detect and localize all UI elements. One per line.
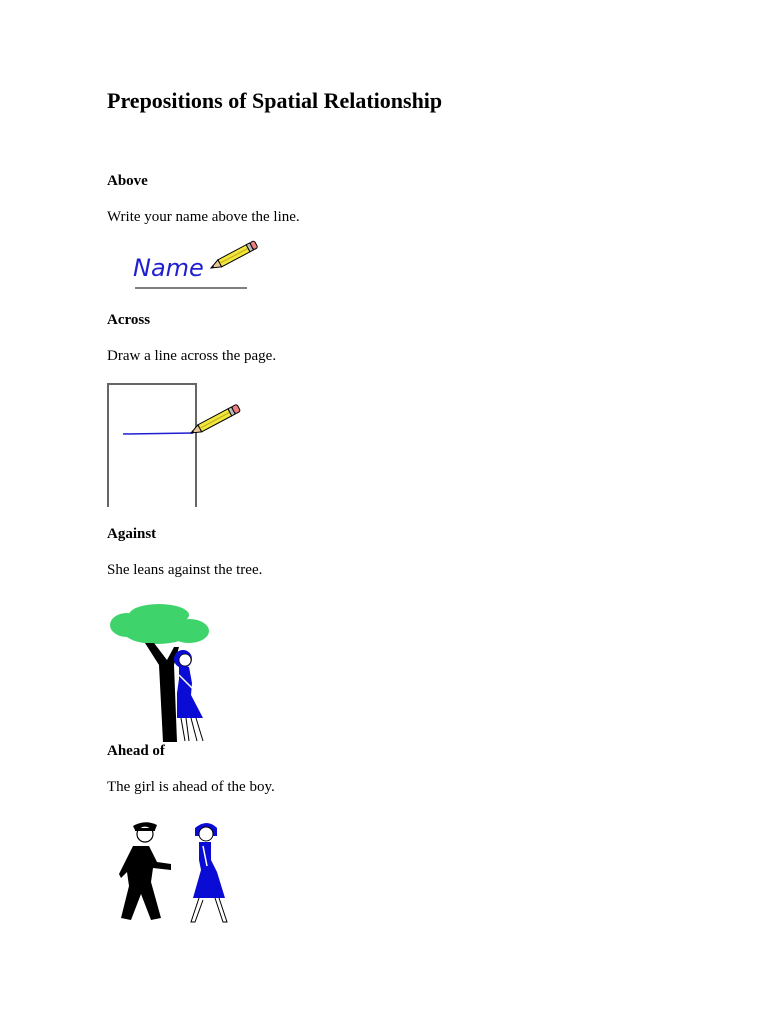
above-illustration bbox=[107, 240, 267, 295]
against-illustration bbox=[107, 603, 217, 743]
boy-figure bbox=[119, 822, 171, 920]
page-title: Prepositions of Spatial Relationship bbox=[107, 88, 443, 113]
section-heading-ahead-of: Ahead of bbox=[107, 743, 165, 759]
girl-ahead-of-boy-icon bbox=[107, 820, 237, 925]
example-sentence-ahead-of: The girl is ahead of the boy. bbox=[107, 779, 275, 795]
pencil-drawing-line-across-page-icon bbox=[107, 382, 257, 510]
across-illustration bbox=[107, 382, 257, 510]
section-heading-against: Against bbox=[107, 526, 157, 542]
ahead-of-illustration bbox=[107, 820, 237, 925]
section-heading-above: Above bbox=[107, 173, 148, 189]
document-page bbox=[107, 0, 707, 1024]
handwritten-name-text: Name bbox=[133, 254, 204, 282]
girl-figure bbox=[191, 823, 227, 922]
example-sentence-against: She leans against the tree. bbox=[107, 562, 263, 578]
section-heading-across: Across bbox=[107, 312, 151, 328]
example-sentence-across: Draw a line across the page. bbox=[107, 348, 277, 364]
girl-leaning-against-tree-icon bbox=[107, 603, 217, 743]
pencil-writing-name-icon bbox=[107, 240, 267, 295]
example-sentence-above: Write your name above the line. bbox=[107, 209, 300, 225]
